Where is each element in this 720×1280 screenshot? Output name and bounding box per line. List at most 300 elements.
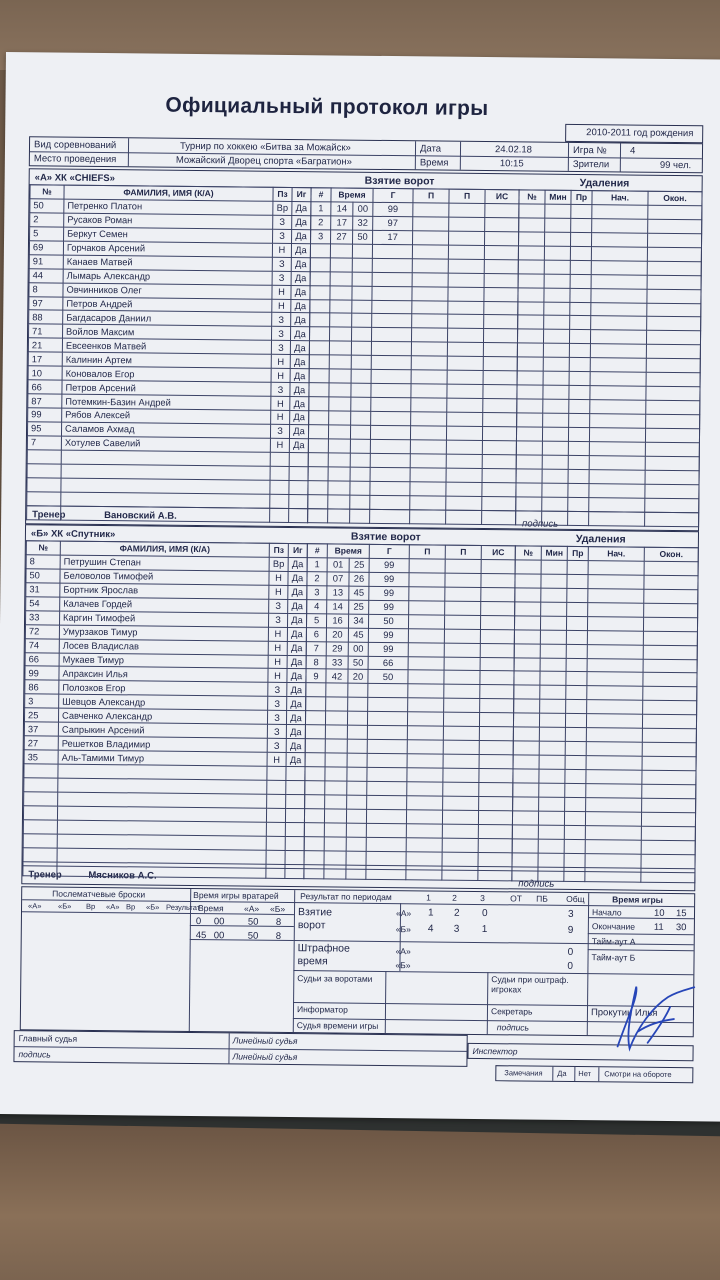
player-position: З — [268, 697, 287, 711]
penalty-cell — [541, 602, 567, 616]
penalty-cell — [590, 386, 646, 401]
penalty-cell — [564, 853, 585, 867]
goal-assist-2 — [447, 329, 483, 343]
date-value: 24.02.18 — [494, 144, 533, 156]
period-col-header: ОТ — [510, 893, 523, 904]
goal-minute: 27 — [331, 230, 353, 244]
goal-number — [310, 257, 330, 271]
col-header-ig: Иг — [292, 188, 311, 202]
goal-situation — [479, 782, 513, 796]
player-played: Да — [292, 201, 311, 215]
penalty-cell — [566, 658, 587, 672]
goal-minute: 13 — [327, 586, 349, 600]
penalty-cell — [645, 498, 699, 513]
periods-title: Результат по периодам — [300, 891, 392, 903]
goal-minute: 29 — [326, 641, 348, 655]
goal-assist-1 — [412, 286, 448, 300]
penalty-cell — [644, 589, 698, 604]
player-number: 44 — [29, 268, 63, 282]
player-played — [285, 836, 304, 850]
player-position: З — [268, 683, 287, 697]
player-position: Н — [268, 627, 287, 641]
penalty-cell — [566, 686, 587, 700]
penalty-cell — [568, 455, 589, 469]
goal-assist-2 — [447, 342, 483, 356]
goal-second: 20 — [348, 670, 368, 684]
goal-second — [350, 453, 370, 467]
goal-minute — [328, 453, 350, 467]
penalty-cell — [591, 274, 647, 289]
goal-assist-2 — [448, 301, 484, 315]
goal-minute — [329, 327, 351, 341]
penalty-cell — [565, 783, 586, 797]
goal-second — [352, 314, 372, 328]
goal-assist-1 — [410, 509, 446, 523]
goal-situation — [483, 343, 517, 357]
player-name: Потемкин-Базин Андрей — [62, 394, 271, 410]
col-header-pen-start: Нач. — [592, 191, 648, 206]
goal-number — [305, 753, 325, 767]
penalty-cell — [541, 588, 567, 602]
player-number — [23, 806, 57, 820]
goal-second — [350, 495, 370, 509]
goal-number: 7 — [306, 641, 326, 655]
goal-number — [308, 439, 328, 453]
goal-minute: 14 — [331, 202, 353, 216]
goal-situation — [483, 357, 517, 371]
player-number: 7 — [27, 436, 61, 450]
player-number — [24, 764, 58, 778]
player-name: Аль-Тамими Тимур — [58, 750, 267, 766]
goal-scorer — [366, 823, 406, 837]
player-played: Да — [286, 739, 305, 753]
goal-minute — [328, 439, 350, 453]
goal-scorer — [372, 286, 412, 300]
goal-scorer: 99 — [368, 628, 408, 642]
goal-scorer — [366, 837, 406, 851]
penalty-cell — [645, 484, 699, 499]
goal-assist-1 — [408, 684, 444, 698]
penalty-cell — [645, 428, 699, 443]
goal-second: 00 — [348, 642, 368, 656]
goal-minute: 42 — [326, 669, 348, 683]
player-number: 37 — [24, 722, 58, 736]
penalty-cell — [519, 204, 545, 218]
goal-situation — [478, 838, 512, 852]
goal-scorer — [372, 300, 412, 314]
time-label: Время — [419, 157, 449, 169]
goal-number — [310, 243, 330, 257]
goal-number — [304, 822, 324, 836]
player-number — [27, 477, 61, 491]
player-played: Да — [287, 627, 306, 641]
penalty-cell — [519, 232, 545, 246]
goal-number — [304, 850, 324, 864]
competition-value: Турнир по хоккею «Битва за Можайск» — [179, 140, 351, 154]
player-name: Русаков Роман — [64, 213, 273, 229]
penalty-cell — [641, 840, 695, 855]
player-number: 2 — [30, 213, 64, 227]
player-name: Умурзаков Тимур — [59, 625, 268, 641]
penalty-cell — [591, 246, 647, 261]
shootout-title: Послематчевые броски — [52, 888, 146, 900]
penalty-cell — [543, 413, 569, 427]
penalty-cell — [540, 616, 566, 630]
game-no-value: 4 — [629, 145, 636, 157]
goal-minute — [329, 397, 351, 411]
penalty-cell — [518, 315, 544, 329]
penalty-cell — [647, 289, 701, 304]
penalty-cell — [646, 331, 700, 346]
player-number — [24, 792, 58, 806]
goal-assist-2 — [446, 496, 482, 510]
player-played — [289, 466, 308, 480]
goal-second — [350, 425, 370, 439]
player-position: Н — [268, 655, 287, 669]
goal-minute: 33 — [326, 655, 348, 669]
table-row — [23, 861, 304, 878]
penalty-cell — [568, 483, 589, 497]
goal-second — [352, 286, 372, 300]
goal-minute — [330, 313, 352, 327]
period-col-header: Общ — [566, 893, 585, 905]
team-a-penalties-table — [515, 189, 703, 526]
penalty-cell — [569, 330, 590, 344]
goal-assist-2 — [443, 768, 479, 782]
goal-assist-2 — [442, 866, 478, 880]
penalty-cell — [643, 645, 697, 660]
player-played: Да — [290, 410, 309, 424]
shootout-col-header: Вр — [126, 902, 136, 912]
penalty-cell — [539, 797, 565, 811]
penalty-cell — [569, 386, 590, 400]
goal-minute: 16 — [326, 614, 348, 628]
penalty-cell — [542, 469, 568, 483]
penalty-cell — [568, 427, 589, 441]
penalty-cell — [570, 232, 591, 246]
penalty-cell — [538, 825, 564, 839]
player-name: Евсеенков Матвей — [62, 338, 271, 354]
gk-time-seconds: 00 — [213, 930, 225, 942]
goal-situation — [484, 287, 518, 301]
penalty-cell — [647, 317, 701, 332]
player-played: Да — [291, 299, 310, 313]
goal-number — [305, 739, 325, 753]
goal-minute — [328, 425, 350, 439]
goal-situation — [481, 601, 515, 615]
gk-team-a: 50 — [247, 916, 259, 928]
player-name: Лымарь Александр — [63, 269, 272, 285]
goal-second — [348, 697, 368, 711]
goal-assist-1 — [407, 740, 443, 754]
team-b-coach-signature: подпись — [518, 878, 555, 890]
goal-assist-1 — [411, 412, 447, 426]
player-name: Калинин Артем — [62, 352, 271, 368]
penalty-cell — [646, 372, 700, 387]
player-position: Вр — [269, 557, 288, 571]
penalty-cell — [515, 602, 541, 616]
player-number — [27, 505, 61, 519]
goal-number — [309, 327, 329, 341]
penalty-cell — [641, 812, 695, 827]
penalty-cell — [643, 659, 697, 674]
goal-second: 32 — [353, 216, 373, 230]
penalty-cell — [644, 603, 698, 618]
goal-assist-2 — [446, 426, 482, 440]
player-position — [266, 850, 285, 864]
penalty-cell — [587, 616, 643, 631]
penalty-cell — [513, 797, 539, 811]
penalty-cell — [587, 630, 643, 645]
col-header-pen-start: Нач. — [588, 547, 644, 562]
penalty-cell — [589, 455, 645, 470]
shootout-col-header: «А» — [106, 902, 120, 912]
team-a-goals-title: Взятие ворот — [364, 174, 435, 188]
player-played: Да — [289, 424, 308, 438]
player-name: Лосев Владислав — [59, 639, 268, 655]
player-number: 95 — [27, 422, 61, 436]
penalty-cell — [565, 728, 586, 742]
goal-second — [351, 341, 371, 355]
player-number: 35 — [24, 750, 58, 764]
player-played: Да — [291, 313, 310, 327]
goal-minute: 07 — [327, 572, 349, 586]
inspector-label: Инспектор — [472, 1045, 518, 1057]
player-number — [23, 819, 57, 833]
penalty-cell — [540, 699, 566, 713]
goal-assist-2 — [445, 559, 481, 573]
goal-assist-2 — [446, 510, 482, 524]
penalty-cell — [642, 756, 696, 771]
penalty-cell — [587, 686, 643, 701]
team-b-penalties-title: Удаления — [575, 532, 626, 546]
goal-number: 2 — [307, 572, 327, 586]
penalty-cell — [544, 246, 570, 260]
penalty-cell — [544, 232, 570, 246]
player-position — [266, 864, 285, 878]
goal-scorer: 99 — [369, 600, 409, 614]
penalty-cell — [648, 219, 702, 234]
goal-assist-1 — [407, 768, 443, 782]
goal-number — [306, 683, 326, 697]
player-name: Мукаев Тимур — [59, 653, 268, 669]
goal-minute — [325, 781, 347, 795]
penalty-cell — [544, 302, 570, 316]
start-label: Начало — [591, 907, 622, 918]
period-goals-a: 3 — [567, 908, 574, 920]
penalty-cell — [541, 560, 567, 574]
goal-situation — [479, 768, 513, 782]
goal-assist-2 — [446, 440, 482, 454]
goal-minute — [324, 851, 346, 865]
penalty-cell — [568, 441, 589, 455]
player-name: Апраксин Илья — [59, 667, 268, 683]
goal-second — [350, 509, 370, 523]
penalty-cell — [514, 643, 540, 657]
col-header-pz: Пз — [269, 543, 288, 557]
team-a-goals-table — [307, 187, 520, 525]
goal-assist-2 — [447, 384, 483, 398]
goal-situation — [481, 573, 515, 587]
penalty-cell — [589, 428, 645, 443]
player-number: 87 — [28, 394, 62, 408]
player-position — [270, 480, 289, 494]
gk-time-seconds: 00 — [213, 916, 225, 928]
penalty-cell — [642, 728, 696, 743]
goal-situation — [479, 755, 513, 769]
penalty-cell — [544, 260, 570, 274]
goal-situation — [482, 468, 516, 482]
penalty-cell — [588, 588, 644, 603]
player-played: Да — [287, 669, 306, 683]
penalty-cell — [539, 727, 565, 741]
player-position: З — [268, 613, 287, 627]
player-number: 86 — [25, 680, 59, 694]
player-played: Да — [290, 397, 309, 411]
col-header-pz: Пз — [273, 187, 292, 201]
player-position: Н — [271, 355, 290, 369]
team-b-goals-title: Взятие ворот — [350, 530, 421, 544]
goal-situation — [480, 657, 514, 671]
goal-scorer — [372, 314, 412, 328]
penalty-cell — [586, 784, 642, 799]
goal-situation — [482, 454, 516, 468]
goal-minute — [330, 244, 352, 258]
penalty-cell — [517, 357, 543, 371]
shootout-col-header: Результат — [166, 902, 201, 913]
penalty-cell — [540, 686, 566, 700]
goal-scorer — [368, 684, 408, 698]
goal-minute — [329, 355, 351, 369]
goal-scorer: 99 — [373, 202, 413, 216]
penalty-cell — [516, 469, 542, 483]
goal-situation — [483, 413, 517, 427]
team-a-coach: Вановский А.В. — [104, 510, 177, 522]
goal-situation — [478, 810, 512, 824]
goal-situation — [482, 510, 516, 524]
goal-assist-1 — [406, 810, 442, 824]
goal-scorer — [371, 342, 411, 356]
player-played: Да — [287, 613, 306, 627]
goal-second — [351, 411, 371, 425]
goal-assist-1 — [409, 587, 445, 601]
penalty-cell — [539, 783, 565, 797]
goal-scorer — [371, 383, 411, 397]
goal-assist-1 — [412, 300, 448, 314]
goal-second — [347, 781, 367, 795]
col-header-name: ФАМИЛИЯ, ИМЯ (К/А) — [60, 541, 269, 557]
penalty-cell — [586, 797, 642, 812]
gk-team-b: 8 — [275, 916, 282, 928]
venue-value: Можайский Дворец спорта «Багратион» — [175, 154, 353, 168]
goal-scorer — [370, 481, 410, 495]
goal-second: 50 — [353, 230, 373, 244]
player-played: Да — [291, 285, 310, 299]
goal-assist-1 — [408, 628, 444, 642]
player-played: Да — [288, 571, 307, 585]
goal-assist-1 — [407, 796, 443, 810]
player-number: 99 — [28, 408, 62, 422]
goal-number: 1 — [307, 558, 327, 572]
col-header-time: Время — [331, 188, 373, 202]
penalty-cell — [647, 233, 701, 248]
penalty-cell — [585, 825, 641, 840]
goal-situation — [478, 866, 512, 880]
penalty-cell — [647, 303, 701, 318]
player-position: Н — [272, 243, 291, 257]
team-a-name: «А» ХК «CHIEFS» — [34, 172, 115, 185]
penalty-cell — [513, 727, 539, 741]
goal-assist-1 — [408, 698, 444, 712]
period-goals-a: 1 — [427, 907, 434, 919]
penalty-cell — [567, 560, 588, 574]
goal-situation — [483, 329, 517, 343]
goal-scorer: 99 — [369, 572, 409, 586]
penalty-judges-label: Судьи при оштраф. игроках — [491, 974, 569, 995]
goal-assist-2 — [448, 315, 484, 329]
player-position — [267, 794, 286, 808]
col-header-is: ИС — [485, 190, 519, 204]
goal-second: 45 — [349, 586, 369, 600]
goal-minute: 14 — [327, 600, 349, 614]
goal-assist-2 — [447, 370, 483, 384]
player-number: 54 — [26, 596, 60, 610]
penalty-cell — [514, 685, 540, 699]
player-played — [286, 780, 305, 794]
player-position: Н — [272, 299, 291, 313]
goal-scorer — [366, 809, 406, 823]
penalty-cell — [647, 275, 701, 290]
player-position: З — [272, 313, 291, 327]
goal-situation — [480, 671, 514, 685]
penalty-cell — [585, 839, 641, 854]
player-number — [27, 450, 61, 464]
player-position: З — [273, 229, 292, 243]
goal-scorer — [367, 712, 407, 726]
player-name: Сапрыкин Арсений — [58, 722, 267, 738]
goal-assist-1 — [412, 272, 448, 286]
player-played — [289, 452, 308, 466]
penalty-cell — [516, 441, 542, 455]
goal-minute — [324, 823, 346, 837]
goal-minute: 17 — [331, 216, 353, 230]
goal-number — [304, 864, 324, 878]
start-minutes: 15 — [675, 908, 687, 920]
table-row — [308, 508, 516, 524]
col-header-pen-end: Окон. — [648, 191, 702, 206]
penalty-cell — [513, 741, 539, 755]
penalty-cell — [542, 455, 568, 469]
goal-assist-2 — [444, 657, 480, 671]
goal-assist-2 — [444, 629, 480, 643]
player-name: Каргин Тимофей — [60, 611, 269, 627]
goal-minute — [325, 795, 347, 809]
penalty-cell — [569, 344, 590, 358]
goal-second — [352, 300, 372, 314]
penalty-cell — [518, 301, 544, 315]
player-position: Н — [269, 585, 288, 599]
period-penalty-a-total: 0 — [567, 946, 574, 958]
player-played: Да — [290, 355, 309, 369]
player-name: Петренко Платон — [64, 199, 273, 215]
penalty-cell — [517, 413, 543, 427]
player-name: Овчинников Олег — [63, 283, 272, 299]
penalty-cell — [544, 274, 570, 288]
goal-scorer — [370, 453, 410, 467]
table-row — [304, 864, 512, 880]
penalty-cell — [514, 657, 540, 671]
penalty-cell — [589, 469, 645, 484]
